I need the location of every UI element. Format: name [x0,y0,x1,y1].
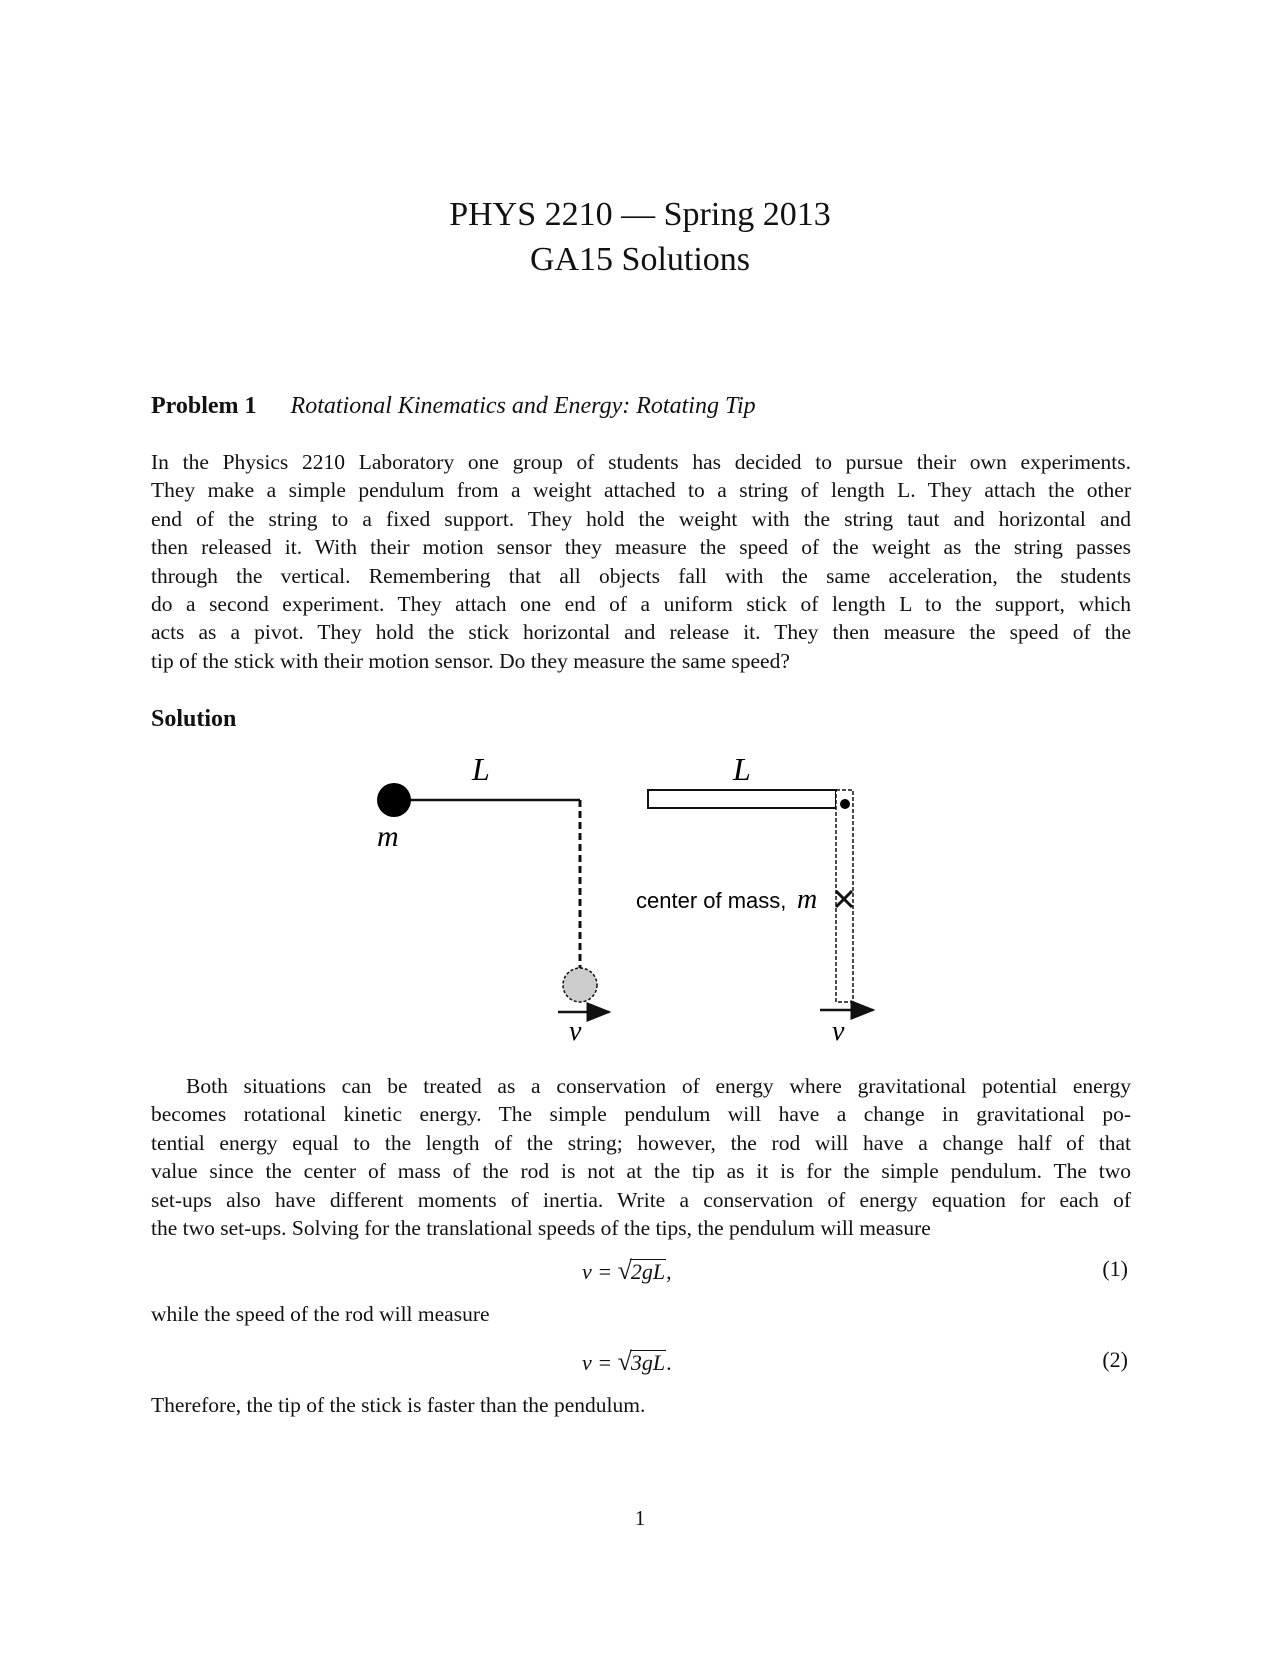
explanation-line: the two set-ups. Solving for the translational speeds of the tips, the pendulum will measure [151,1216,931,1241]
explanation-line: value since the center of mass of the rod is not at the tip as it is for the simple pendulum. The two [151,1159,1131,1184]
problem-heading [151,393,1141,420]
eq1-radicand: 2gL [630,1259,666,1284]
eq2-trail: . [666,1350,672,1375]
eq2-radicand: 3gL [630,1350,666,1375]
document-subtitle: GA15 Solutions [529,241,751,278]
course-line: PHYS 2210 — Spring 2013 [449,196,831,233]
pendulum-mass-label: m [377,820,399,853]
pendulum-length-label: L [472,751,490,787]
eq2-lhs: v = [582,1350,613,1375]
rod-horizontal [648,790,836,808]
problem-label: Problem 1 [151,393,257,419]
pendulum-rod-figure [0,750,1280,1050]
pendulum-speed-label: v [569,1016,582,1047]
rod-length-label: L [733,751,751,787]
solution-heading: Solution [151,706,237,732]
eq1-trail: , [666,1259,672,1284]
rod-com-label: center of mass, [636,888,787,913]
explanation-line: becomes rotational kinetic energy. The simple pendulum will have a change in gravitational po- [151,1102,1131,1127]
pendulum-mass-final [563,968,597,1002]
statement-line: acts as a pivot. They hold the stick horizontal and release it. They then measure the speed of the [151,620,1131,645]
statement-line: They make a simple pendulum from a weight attached to a string of length L. They attach the other [151,478,1131,503]
statement-line: In the Physics 2210 Laboratory one group of students has decided to pursue their own experiments. [151,450,1131,474]
sqrt-icon: √ [617,1256,632,1285]
conclusion: Therefore, the tip of the stick is faster than the pendulum. [151,1393,646,1417]
solution-explanation [151,1072,1131,1242]
statement-line: through the vertical. Remembering that all objects fall with the same acceleration, the students [151,563,1131,588]
page-number: 1 [634,1506,646,1530]
eq1-lhs: v = [582,1259,613,1284]
pendulum-mass-initial [377,783,411,817]
rod-vertical [836,790,853,1002]
problem-title: Rotational Kinematics and Energy: Rotating Tip [290,393,756,419]
rod-mass-label: m [797,884,818,915]
problem-statement [151,448,1131,675]
explanation-line: set-ups also have different moments of inertia. Write a conservation of energy equation for each of [151,1187,1131,1212]
statement-line: end of the string to a fixed support. They hold the weight with the string taut and horizontal and [151,506,1131,531]
statement-line: tip of the stick with their motion sensor. Do they measure the same speed? [151,648,790,673]
eq1-number: (1) [1102,1256,1128,1281]
explanation-line: Both situations can be treated as a conservation of energy where gravitational potential energy [186,1074,1131,1098]
document-title [0,192,1280,282]
explanation-line: tential energy equal to the length of the string; however, the rod will have a change half of that [151,1130,1131,1155]
pivot-point [840,799,850,809]
between-text: while the speed of the rod will measure [151,1302,490,1326]
statement-line: do a second experiment. They attach one end of a uniform stick of length L to the support, which [151,592,1131,617]
rod-speed-label: v [832,1016,845,1047]
sqrt-icon: √ [617,1347,632,1376]
eq2-number: (2) [1102,1347,1128,1372]
statement-line: then released it. With their motion sensor they measure the speed of the weight as the string passes [151,535,1131,560]
